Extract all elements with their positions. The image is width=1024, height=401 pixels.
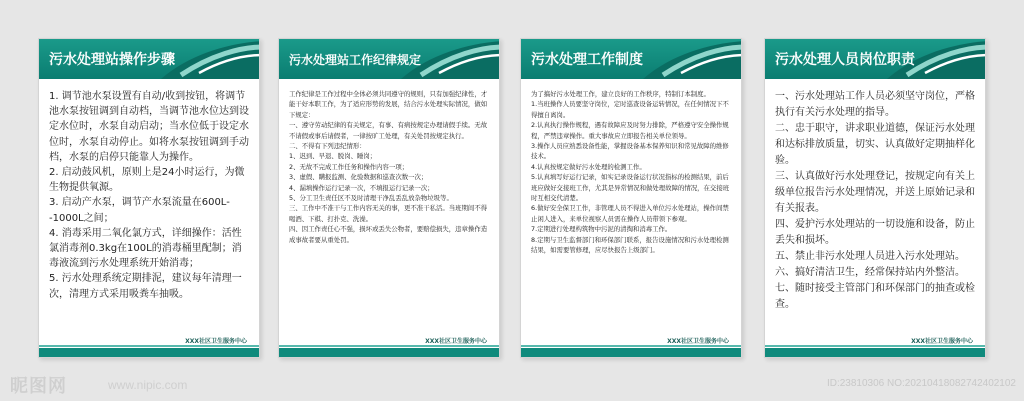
board-title: 污水处理站工作纪律规定 xyxy=(289,53,422,67)
board-header xyxy=(521,39,741,79)
watermark-image-id: ID:23810306 NO:20210418082742402102 xyxy=(826,378,1016,389)
board-footer-bar xyxy=(279,348,499,357)
board-footer-bar xyxy=(39,348,259,357)
board-footer-organization: XXX社区卫生服务中心 xyxy=(911,338,973,345)
notice-board-job-duties xyxy=(764,38,986,358)
board-title: 污水处理站操作步骤 xyxy=(49,52,175,68)
board-body-text: 为了搞好污水处理工作，建立良好的工作秩序，特制订本制度。 1.当班操作人员要坚守岗位，定时巡查设备运转情况，在任何情况下不得擅自离岗。 2.认真执行操作规程，遇有故障应及时努力排除，严格遵守安全操作规程，严禁违章操作。重大事故应立即报告相关单位领导。 3.操作人员应熟悉设备性能，掌握设备基本保养知识和常见故障的维修技术。 4.认真按规定做好污水处理的检测工作。 5.认真填写好运行记录，如实记录设备运行状况指标的检测结果，前后班应做好交接班工作，尤其是异常情况和做处理故障的情况，在交接班时互相交代清楚。 6.做好安全保卫工作，非管理人员不得进入单位污水处理站，操作间禁止闲人进入，来单位视察人员需在操作人员带领下参观。 7.定期进行处理构筑物中污泥的清掏和消毒工作。 8.定期与卫生监督部门和环保部门联系，报告设施情况和污水处理检测结果，如需要管修理，应尽快报告上级部门。 xyxy=(531,90,730,255)
board-header xyxy=(279,39,499,79)
swoosh-decoration-icon xyxy=(633,38,742,79)
board-header xyxy=(765,39,985,79)
board-body-text: 1. 调节池水泵设置有自动/收到按钮，将调节池水泵按钮调到自动档，当调节池水位达到设定水位时，水泵自动启动；当水位低于设定水位时，水泵自动停止。如将水泵按钮调到手动档，水泵的启停只能靠人为操作。 2. 启动鼓风机，原则上是24小时运行，为微生物提供氧源。 3. 启动产水泵，调节产水泵流量在600L--1000L之间； 4. 消毒采用二氧化氯方式，详细操作：活性氯消毒剂0.3kg在100L的消毒桶里配制；消毒液流到污水处理系统开始消毒； 5. 污水处理系统定期排泥，建议每年清理一次，清理方式采用吸粪车抽吸。 xyxy=(49,91,249,300)
notice-board-work-discipline xyxy=(278,38,500,358)
notice-board-operation-steps xyxy=(38,38,260,358)
watermark-logo: 昵图网 xyxy=(10,376,67,397)
board-footer-bar xyxy=(521,348,741,357)
board-title: 污水处理人员岗位职责 xyxy=(775,52,915,68)
board-footer-bar xyxy=(765,348,985,357)
board-body-text: 一、污水处理站工作人员必须坚守岗位，严格执行有关污水处理的指导。 二、忠于职守，讲求职业道德，保证污水处理和达标排放质量，切实、认真做好定期抽样化验。 三、认真做好污水处理登记，按规定向有关上级单位报告污水处理情况，并送上原始记录和有关报表。 四、爱护污水处理站的一切设施和设备，防止丢失和损坏。 五、禁止非污水处理人员进入污水处理站。 六、搞好清洁卫生，经常保持站内外整洁。 七、随时接受主管部门和环保部门的抽查或检查。 xyxy=(775,91,975,310)
board-title: 污水处理工作制度 xyxy=(531,52,643,68)
watermark-url: www.nipic.com xyxy=(108,378,188,392)
board-footer-organization: XXX社区卫生服务中心 xyxy=(667,338,729,345)
notice-board-work-system xyxy=(520,38,742,358)
board-body-text: 工作纪律是工作过程中全体必须共同遵守的规则，只有加强纪律性，才能干好本职工作，为了适应形势的发展，结合污水处理实际情况，做如下规定： 一、遵守劳动纪律的有关规定，有事、有病按规定办理请假手续。无故不请假或事后请假者，一律按旷工处理，有关处罚按规定执行。 二、不得有下列违纪情形： 1、迟到、早退、脱岗、睡岗； 2、无故不完成工作任务和操作内容一项； 3、虚假、瞒报监测、化验数据和巡查次数一次； 4、漏填操作运行记录一次，不填报运行记录一次； 5、分工卫生责任区不及时清理干净乱丢乱放杂物垃圾等。 三、工作中不准干与工作内容无关的事，更不准干私活。当班期间不得喝酒、下棋、打扑克、洗澡。 四、因工作责任心不强，损坏或丢失公物者，要赔偿损失，违章操作造成事故者要从重处罚。 xyxy=(289,90,488,244)
board-footer-organization: XXX社区卫生服务中心 xyxy=(425,338,487,345)
board-header xyxy=(39,39,259,79)
board-footer-organization: XXX社区卫生服务中心 xyxy=(185,338,247,345)
